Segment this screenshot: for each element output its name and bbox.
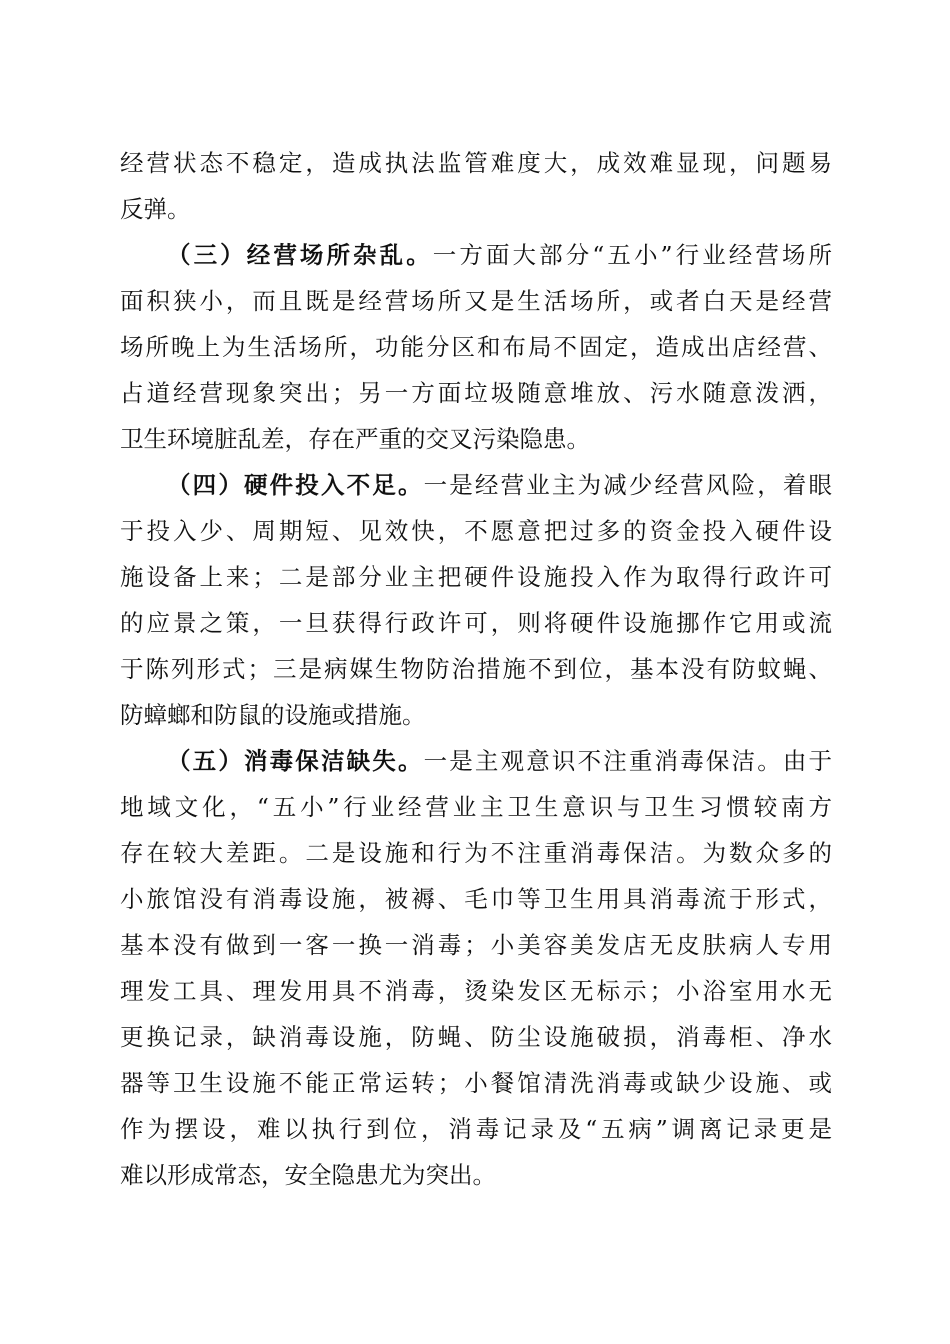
paragraph-line bbox=[120, 1106, 832, 1152]
line-text: 理发工具、理发用具不消毒，烫染发区无标示；小浴室用水无 bbox=[120, 977, 832, 1005]
paragraph-line bbox=[120, 508, 832, 554]
paragraph-line bbox=[120, 416, 832, 462]
line-text: 反弹。 bbox=[120, 195, 191, 223]
paragraph-line bbox=[120, 1014, 832, 1060]
section-heading-5: （五）消毒保洁缺失。 bbox=[167, 747, 424, 775]
line-text: 场所晚上为生活场所，功能分区和布局不固定，造成出店经营、 bbox=[120, 333, 832, 361]
paragraph-line bbox=[120, 370, 832, 416]
line-text: 防蟑螂和防鼠的设施或措施。 bbox=[120, 701, 426, 729]
line-text: 地域文化，“五小”行业经营业主卫生意识与卫生习惯较南方 bbox=[120, 793, 832, 821]
paragraph-line bbox=[120, 646, 832, 692]
line-text: 小旅馆没有消毒设施，被褥、毛巾等卫生用具消毒流于形式， bbox=[120, 885, 832, 913]
paragraph-line bbox=[120, 1152, 832, 1198]
line-text: 基本没有做到一客一换一消毒；小美容美发店无皮肤病人专用 bbox=[120, 931, 832, 959]
paragraph-line bbox=[120, 186, 832, 232]
paragraph-line bbox=[120, 922, 832, 968]
paragraph-line bbox=[120, 232, 832, 278]
line-text: 卫生环境脏乱差，存在严重的交叉污染隐患。 bbox=[120, 425, 590, 453]
paragraph-line bbox=[120, 876, 832, 922]
paragraph-line bbox=[120, 830, 832, 876]
paragraph-line bbox=[120, 738, 832, 784]
line-text: 更换记录，缺消毒设施，防蝇、防尘设施破损，消毒柜、净水 bbox=[120, 1023, 832, 1051]
line-text: 难以形成常态，安全隐患尤为突出。 bbox=[120, 1161, 496, 1189]
line-text: 占道经营现象突出；另一方面垃圾随意堆放、污水随意泼洒， bbox=[120, 379, 832, 407]
line-text: 的应景之策，一旦获得行政许可，则将硬件设施挪作它用或流 bbox=[120, 609, 832, 637]
line-text: 一方面大部分“五小”行业经营场所 bbox=[432, 241, 833, 269]
paragraph-line bbox=[120, 554, 832, 600]
paragraph-line bbox=[120, 784, 832, 830]
paragraph-line bbox=[120, 600, 832, 646]
section-heading-3: （三）经营场所杂乱。 bbox=[167, 241, 433, 269]
line-text: 经营状态不稳定，造成执法监管难度大，成效难显现，问题易 bbox=[120, 149, 832, 177]
line-text: 器等卫生设施不能正常运转；小餐馆清洗消毒或缺少设施、或 bbox=[120, 1069, 832, 1097]
line-text: 一是经营业主为减少经营风险，着眼 bbox=[423, 471, 833, 499]
line-text: 施设备上来；二是部分业主把硬件设施投入作为取得行政许可 bbox=[120, 563, 832, 591]
paragraph-line bbox=[120, 1060, 832, 1106]
line-text: 一是主观意识不注重消毒保洁。由于 bbox=[423, 747, 833, 775]
document-body bbox=[120, 140, 832, 1198]
line-text: 作为摆设，难以执行到位，消毒记录及“五病”调离记录更是 bbox=[120, 1115, 832, 1143]
paragraph-line bbox=[120, 324, 832, 370]
paragraph-line bbox=[120, 968, 832, 1014]
paragraph-line bbox=[120, 462, 832, 508]
line-text: 于投入少、周期短、见效快，不愿意把过多的资金投入硬件设 bbox=[120, 517, 832, 545]
paragraph-line bbox=[120, 692, 832, 738]
line-text: 于陈列形式；三是病媒生物防治措施不到位，基本没有防蚊蝇、 bbox=[120, 655, 832, 683]
paragraph-line bbox=[120, 278, 832, 324]
line-text: 存在较大差距。二是设施和行为不注重消毒保洁。为数众多的 bbox=[120, 839, 832, 867]
line-text: 面积狭小，而且既是经营场所又是生活场所，或者白天是经营 bbox=[120, 287, 832, 315]
section-heading-4: （四）硬件投入不足。 bbox=[167, 471, 424, 499]
paragraph-line bbox=[120, 140, 832, 186]
